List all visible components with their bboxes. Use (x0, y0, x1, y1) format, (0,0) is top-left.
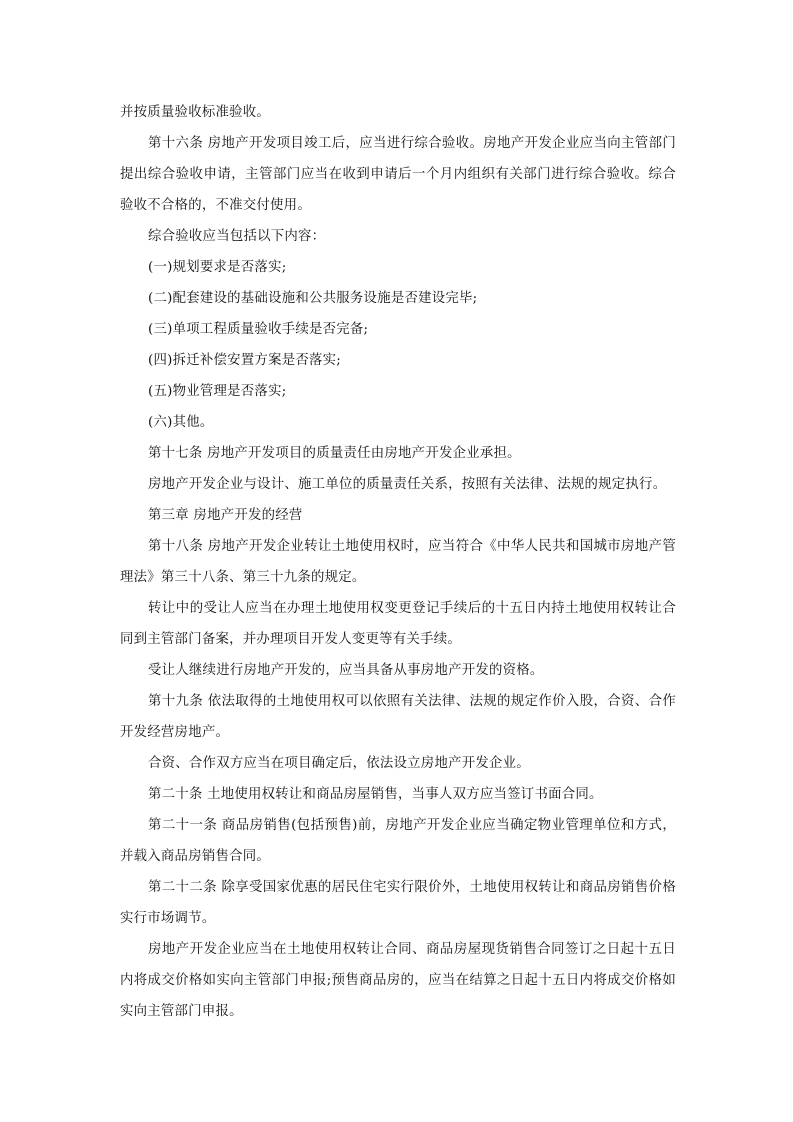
list-item-4: (四)拆迁补偿安置方案是否落实; (148, 353, 342, 368)
list-item-5: (五)物业管理是否落实; (148, 384, 287, 399)
transferee-filing-paragraph: 转让中的受让人应当在办理土地使用权变更登记手续后的十五日内持土地使用权转让合同到主管部门备案，并办理项目开发人变更等有关手续。 (120, 601, 676, 647)
list-item-3: (三)单项工程质量验收手续是否完备; (148, 322, 369, 337)
article-19: 第十九条 依法取得的土地使用权可以依照有关法律、法规的规定作价入股，合资、合作开发经营房地产。 (120, 694, 676, 740)
joint-venture-paragraph: 合资、合作双方应当在项目确定后，依法设立房地产开发企业。 (148, 756, 530, 771)
list-item-2: (二)配套建设的基础设施和公共服务设施是否建设完毕; (148, 291, 478, 306)
list-item-1: (一)规划要求是否落实; (148, 260, 287, 275)
article-17: 第十七条 房地产开发项目的质量责任由房地产开发企业承担。 (148, 446, 521, 461)
quality-responsibility-paragraph: 房地产开发企业与设计、施工单位的质量责任关系，按照有关法律、法规的规定执行。 (148, 477, 667, 492)
transferee-qualification-paragraph: 受让人继续进行房地产开发的，应当具备从事房地产开发的资格。 (148, 663, 544, 678)
list-item-6: (六)其他。 (148, 415, 214, 430)
article-18: 第十八条 房地产开发企业转让土地使用权时，应当符合《中华人民共和国城市房地产管理法》第三十八条、第三十九条的规定。 (120, 539, 676, 585)
price-reporting-paragraph: 房地产开发企业应当在土地使用权转让合同、商品房屋现货销售合同签订之日起十五日内将成交价格如实向主管部门申报;预售商品房的，应当在结算之日起十五日内将成交价格如实向主管部门申报。 (120, 942, 676, 1019)
paragraph-continuation: 并按质量验收标准验收。 (120, 105, 271, 120)
article-21: 第二十一条 商品房销售(包括预售)前，房地产开发企业应当确定物业管理单位和方式，并载入商品房销售合同。 (120, 818, 676, 864)
acceptance-contents-intro: 综合验收应当包括以下内容： (148, 229, 326, 244)
article-22: 第二十二条 除享受国家优惠的居民住宅实行限价外，土地使用权转让和商品房销售价格实行市场调节。 (120, 880, 676, 926)
chapter-3-heading: 第三章 房地产开发的经营 (148, 508, 303, 523)
article-16: 第十六条 房地产开发项目竣工后，应当进行综合验收。房地产开发企业应当向主管部门提出综合验收申请，主管部门应当在收到申请后一个月内组织有关部门进行综合验收。综合验收不合格的，不准交付使用。 (120, 136, 676, 213)
article-20: 第二十条 土地使用权转让和商品房屋销售，当事人双方应当签订书面合同。 (148, 787, 603, 802)
